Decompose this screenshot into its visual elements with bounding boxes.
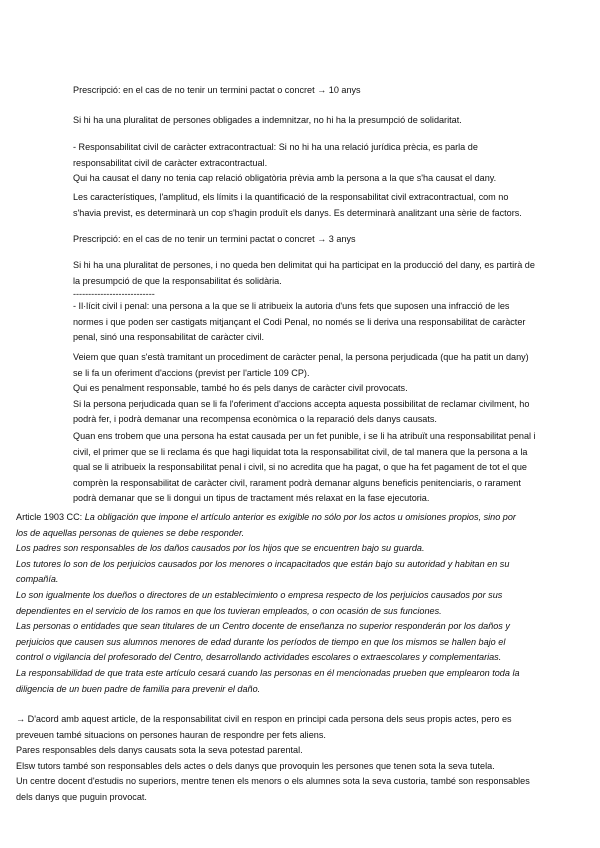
separator-line: --------------------------- [73,289,155,300]
text-line: Quan ens trobem que una persona ha estat causada per un fet punible, i se li ha atribuït una responsabilitat penal i [73,431,536,441]
article-italic-text: La obligación que impone el artículo anterior es exigible no sólo por los actos u omisiones propios, sino por [84,512,516,522]
article-line: Los padres son responsables de los daños causados por los hijos que se encuentren bajo su guarda. [16,543,425,554]
article-line: compañía. [16,574,59,585]
text-line: - Il·lícit civil i penal: una persona a la que se li atribueix la autoria d'uns fets que suposen una infracció de les [73,301,510,312]
article-line: Lo son igualmente los dueños o directores de un establecimiento o empresa respecto de los perjuicios causados por sus [16,589,503,600]
text-line: Veiem que quan s'està tramitant un procediment de caràcter penal, la persona perjudicada (que ha patit un dany) [73,352,529,362]
text-line: responsabilitat civil de caràcter extracontractual. [73,157,268,168]
article-line: Las personas o entidades que sean titulares de un Centro docente de enseñanza no superior responderán por los daños y [16,621,510,632]
text-line: dels danys que puguin provocat. [16,791,147,802]
closing-paragraph [16,712,586,806]
article-line: los de aquellas personas de quienes se debe responder. [16,527,245,538]
text-line: Si la persona perjudicada quan se li fa l'oferiment d'accions accepta aquesta possibilitat de reclamar civilment, ho [73,398,530,409]
article-line: dependientes en el servicio de los ramos en que los tuvieran empleados, o con ocasión de sus funciones. [16,605,442,616]
text-line: s'havia previst, es determinarà un cop s'hagin produït els danys. Es determinarà analitzant una sèrie de factors. [73,207,522,218]
text-line: comprèn la responsabilitat de caràcter civil, rarament podrà demanar alguns beneficis penitenciaris, o rarament [73,477,521,488]
punishable-fact-paragraph [73,429,586,507]
article-line: Los tutores lo son de los perjuicios causados por los menores o incapacitados que están bajo su autoridad y habitan en su [16,558,510,569]
penal-procedure-paragraph [73,350,586,428]
text-line: podrà fer, i podrà demanar una recompensa econòmica o la reparació dels danys causats. [73,414,437,425]
text-line: Pares responsables dels danys causats sota la seva potestad parental. [16,745,303,756]
article-1903-quote [16,510,586,697]
text-line: podrà demanar que se li dongui un tipus de tractament més relaxat en la fase ejecutoria. [73,493,430,504]
prescription-3-years [73,232,586,248]
text-line: - Responsabilitat civil de caràcter extracontractual: Si no hi ha una relació jurídica prècia, es parla de [73,142,478,152]
solidarity-and-illicit-paragraph [73,258,586,346]
text-line: Si hi ha una pluralitat de persones obligades a indemnitzar, no hi ha la presumpció de solidaritat. [73,115,462,125]
text-line: civil, el primer que se li reclama és que hagi liquidat tota la responsabilitat civil, de tal manera que la persona a la [73,446,528,457]
article-line: diligencia de un buen padre de familia para prevenir el daño. [16,683,261,694]
article-line: control o vigilancia del profesorado del Centro, desarrollando actividades escolares o extraescolares y complementarias. [16,652,502,663]
text-line: → D'acord amb aquest article, de la responsabilitat civil en respon en principi cada persona dels seus propis actes, pero es [16,714,512,724]
characteristics-paragraph [73,190,586,221]
article-line: perjuicios que causen sus alumnos menores de edad durante los períodos de tiempo en que los mismos se hallen bajo el [16,636,506,647]
text-line: preveuen també situacions on persones hauran de respondre per fets aliens. [16,729,326,740]
text-line: normes i que poden ser castigats mitjançant el Codi Penal, no només se li deriva una responsabilitat de caràcter [73,316,526,327]
text-line: se li fa un oferiment d'accions (previst per l'article 109 CP). [73,367,310,378]
text-line: Si hi ha una pluralitat de persones, i no queda ben delimitat qui ha participat en la producció del dany, es partirà de [73,260,535,270]
text-line: Les característiques, l'amplitud, els límits i la quantificació de la responsabilitat civil extracontractual, com no [73,192,509,202]
extracontractual-paragraph [73,140,586,187]
article-first-line [16,510,586,526]
text-line: Prescripció: en el cas de no tenir un termini pactat o concret → 10 anys [73,85,361,95]
no-solidarity-paragraph [73,113,586,129]
text-line: Un centre docent d'estudis no superiors, mentre tenen els menors o els alumnes sota la seva custoria, també son responsables [16,776,530,787]
text-line: Qui ha causat el dany no tenia cap relació obligatòria prèvia amb la persona a la que s'ha causat el dany. [73,173,497,184]
text-line: Elsw tutors també son responsables dels actes o dels danys que provoquin les persones que tenen sota la seva tutela. [16,760,495,771]
text-line: penal, sinó una responsabilitat de caràcter civil. [73,332,265,343]
text-line: Qui es penalment responsable, també ho és pels danys de caràcter civil provocats. [73,383,408,394]
text-line: la presumpció de que la responsabilitat és solidària. [73,275,282,286]
text-line: Prescripció: en el cas de no tenir un termini pactat o concret → 3 anys [73,234,356,244]
prescription-10-years [73,83,586,99]
text-line: qual se li atribueix la responsabilitat penal i civil, si no acredita que ha pagat, o que ha fet pagament de tot el que [73,462,527,473]
article-lead: Article 1903 CC: [16,512,85,522]
article-line: La responsabilidad de que trata este artículo cesará cuando las personas en él mencionadas prueben que emplearon toda la [16,667,520,678]
